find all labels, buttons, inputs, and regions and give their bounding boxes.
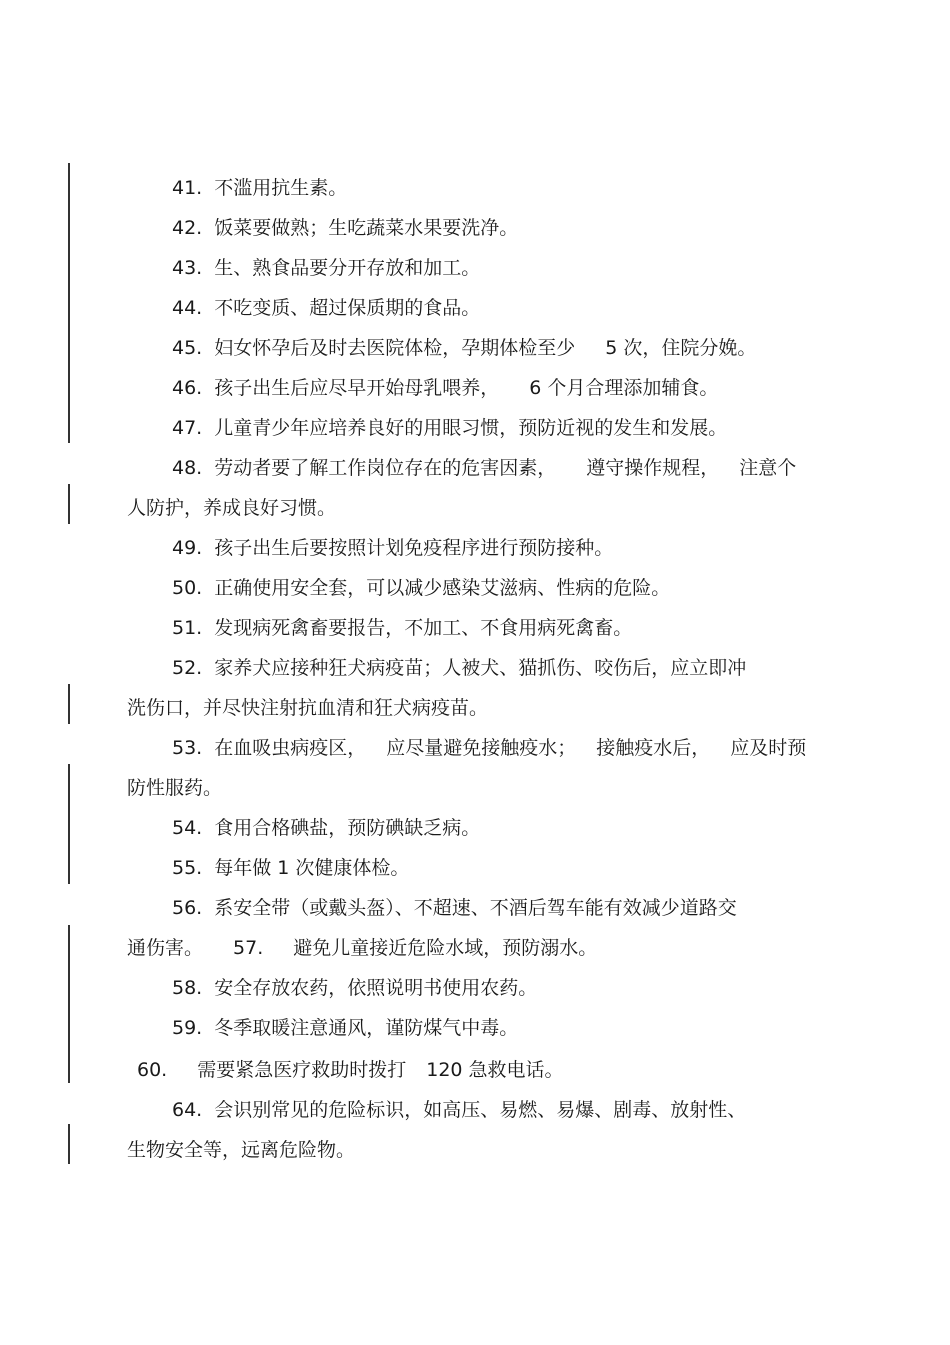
item-text: 儿童青少年应培养良好的用眼习惯，预防近视的发生和发展。	[214, 417, 728, 439]
item-number: 43.	[172, 257, 203, 279]
item-number: 41.	[172, 177, 203, 199]
item-number: 42.	[172, 217, 203, 239]
item-number: 56.	[172, 897, 203, 919]
item-text: 需要紧急医疗救助时拨打	[197, 1059, 407, 1081]
list-item	[172, 248, 892, 288]
list-item-continuation	[127, 768, 847, 808]
item-text: 人防护，养成良好习惯。	[127, 497, 337, 519]
item-text: 饭菜要做熟；生吃蔬菜水果要洗净。	[214, 217, 519, 239]
list-item	[172, 448, 892, 488]
item-text: 妇女怀孕后及时去医院体检，孕期体检至少	[214, 337, 576, 359]
item-number: 45.	[172, 337, 203, 359]
item-text: 120 急救电话。	[426, 1059, 564, 1081]
list-item	[172, 168, 892, 208]
list-item	[172, 888, 892, 928]
item-text: 通伤害。	[127, 937, 204, 959]
item-text: 不吃变质、超过保质期的食品。	[214, 297, 481, 319]
item-text: 每年做 1 次健康体检。	[214, 857, 410, 879]
item-text: 会识别常见的危险标识，如高压、易燃、易爆、剧毒、放射性、	[214, 1099, 747, 1121]
list-item-continuation	[127, 1130, 847, 1170]
list-item	[172, 368, 892, 408]
item-text: 6 个月合理添加辅食。	[529, 377, 719, 399]
list-item	[172, 568, 892, 608]
item-number: 52.	[172, 657, 203, 679]
item-text: 劳动者要了解工作岗位存在的危害因素，	[214, 457, 557, 479]
list-item	[172, 808, 892, 848]
list-item	[172, 608, 892, 648]
item-text: 洗伤口，并尽快注射抗血清和狂犬病疫苗。	[127, 697, 489, 719]
list-item	[172, 648, 892, 688]
change-bar	[68, 925, 70, 1083]
list-item	[172, 728, 892, 768]
list-item	[172, 328, 892, 368]
item-text: 在血吸虫病疫区，	[214, 737, 367, 759]
item-number: 49.	[172, 537, 203, 559]
change-bar	[68, 764, 70, 884]
item-number: 60.	[137, 1059, 168, 1081]
list-item	[172, 968, 892, 1008]
list-item	[172, 408, 892, 448]
list-item	[172, 848, 892, 888]
item-number: 46.	[172, 377, 203, 399]
change-bar	[68, 684, 70, 724]
item-number: 51.	[172, 617, 203, 639]
item-number: 44.	[172, 297, 203, 319]
item-number: 64.	[172, 1099, 203, 1121]
item-number: 58.	[172, 977, 203, 999]
item-text: 发现病死禽畜要报告，不加工、不食用病死禽畜。	[214, 617, 633, 639]
item-text: 接触疫水后，	[596, 737, 711, 759]
item-number: 47.	[172, 417, 203, 439]
item-text: 生、熟食品要分开存放和加工。	[214, 257, 481, 279]
list-item-continuation	[127, 928, 847, 968]
item-text: 孩子出生后应尽早开始母乳喂养，	[214, 377, 500, 399]
item-text: 不滥用抗生素。	[214, 177, 348, 199]
item-number: 54.	[172, 817, 203, 839]
change-bar	[68, 163, 70, 443]
item-number: 59.	[172, 1017, 203, 1039]
list-item	[172, 528, 892, 568]
list-item	[172, 1090, 892, 1130]
list-item	[137, 1050, 857, 1090]
item-text: 食用合格碘盐，预防碘缺乏病。	[214, 817, 481, 839]
item-text: 安全存放农药，依照说明书使用农药。	[214, 977, 538, 999]
item-number: 50.	[172, 577, 203, 599]
item-text: 注意个	[739, 457, 797, 479]
item-text: 5 次，住院分娩。	[605, 337, 757, 359]
item-text: 应及时预	[730, 737, 807, 759]
item-text: 正确使用安全套，可以减少感染艾滋病、性病的危险。	[214, 577, 671, 599]
item-text: 防性服药。	[127, 777, 223, 799]
item-text: 孩子出生后要按照计划免疫程序进行预防接种。	[214, 537, 614, 559]
item-number: 53.	[172, 737, 203, 759]
change-bar	[68, 484, 70, 524]
item-text: 遵守操作规程，	[586, 457, 720, 479]
list-item	[172, 1008, 892, 1048]
item-text: 避免儿童接近危险水域，预防溺水。	[293, 937, 598, 959]
item-number: 48.	[172, 457, 203, 479]
item-number: 55.	[172, 857, 203, 879]
item-text: 系安全带（或戴头盔）、不超速、不酒后驾车能有效减少道路交	[214, 897, 737, 919]
item-text: 家养犬应接种狂犬病疫苗；人被犬、猫抓伤、咬伤后，应立即冲	[214, 657, 747, 679]
list-item	[172, 208, 892, 248]
list-item-continuation	[127, 488, 847, 528]
item-text: 冬季取暖注意通风，谨防煤气中毒。	[214, 1017, 519, 1039]
list-item-continuation	[127, 688, 847, 728]
item-number: 57.	[233, 937, 264, 959]
list-item	[172, 288, 892, 328]
change-bar	[68, 1124, 70, 1164]
item-text: 应尽量避免接触疫水；	[386, 737, 577, 759]
item-text: 生物安全等，远离危险物。	[127, 1139, 356, 1161]
